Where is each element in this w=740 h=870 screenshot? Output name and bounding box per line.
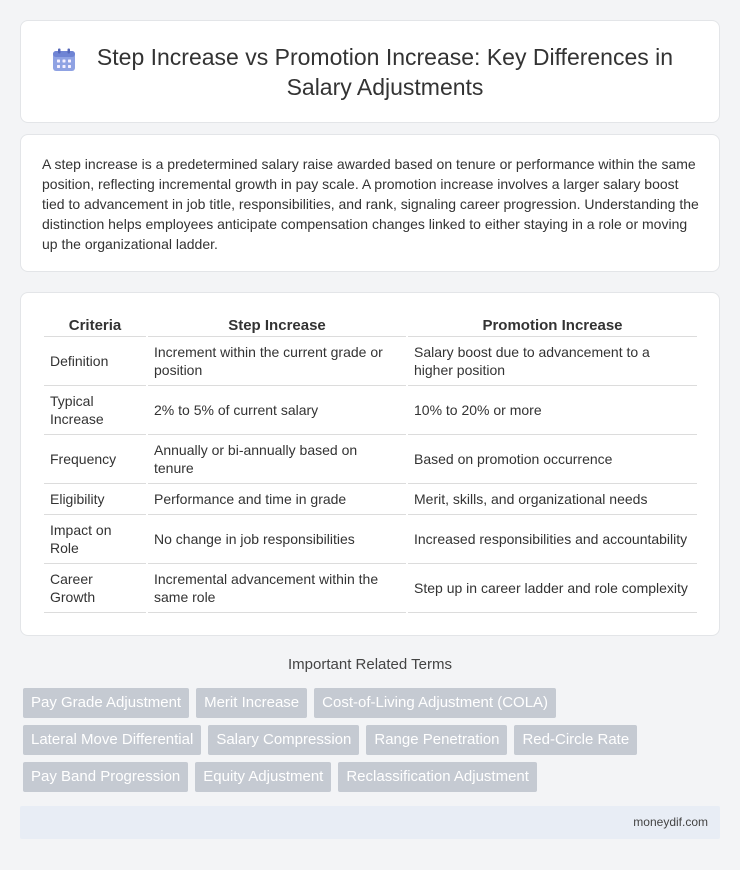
row-criteria: Frequency (44, 435, 146, 484)
related-terms-title: Important Related Terms (288, 656, 452, 673)
page-title: Step Increase vs Promotion Increase: Key Differences in Salary Adjustments (96, 43, 674, 100)
table-row (44, 515, 697, 564)
row-step: Increment within the current grade or position (148, 337, 406, 386)
tag-pay-band-progression[interactable]: Pay Band Progression (23, 762, 188, 792)
tag-salary-compression[interactable]: Salary Compression (208, 725, 359, 755)
title-wrap (21, 21, 719, 122)
row-step: Incremental advancement within the same role (148, 564, 406, 613)
table-row (44, 564, 697, 613)
header-criteria: Criteria (44, 315, 146, 337)
tag-range-penetration[interactable]: Range Penetration (366, 725, 507, 755)
row-step: Performance and time in grade (148, 484, 406, 515)
row-promotion: Based on promotion occurrence (408, 435, 697, 484)
row-criteria: Career Growth (44, 564, 146, 613)
table-row (44, 386, 697, 435)
related-terms-tags (23, 688, 703, 792)
row-step: No change in job responsibilities (148, 515, 406, 564)
tag-pay-grade-adjustment[interactable]: Pay Grade Adjustment (23, 688, 189, 718)
row-promotion: 10% to 20% or more (408, 386, 697, 435)
tag-equity-adjustment[interactable]: Equity Adjustment (195, 762, 331, 792)
footer-bar (20, 806, 720, 839)
table-row (44, 484, 697, 515)
tag-lateral-move-differential[interactable]: Lateral Move Differential (23, 725, 201, 755)
row-promotion: Salary boost due to advancement to a higher position (408, 337, 697, 386)
tag-reclassification-adjustment[interactable]: Reclassification Adjustment (338, 762, 537, 792)
row-criteria: Typical Increase (44, 386, 146, 435)
footer-site-link[interactable]: moneydif.com (633, 815, 708, 829)
comparison-table (42, 315, 699, 613)
table-header-row (44, 315, 697, 337)
row-step: 2% to 5% of current salary (148, 386, 406, 435)
table-row (44, 435, 697, 484)
header-promotion-increase: Promotion Increase (408, 315, 697, 337)
table-row (44, 337, 697, 386)
header-card (20, 20, 720, 123)
row-step: Annually or bi-annually based on tenure (148, 435, 406, 484)
tag-merit-increase[interactable]: Merit Increase (196, 688, 307, 718)
row-criteria: Eligibility (44, 484, 146, 515)
row-criteria: Impact on Role (44, 515, 146, 564)
tag-red-circle-rate[interactable]: Red-Circle Rate (514, 725, 637, 755)
row-promotion: Step up in career ladder and role complexity (408, 564, 697, 613)
intro-paragraph: A step increase is a predetermined salary raise awarded based on tenure or performance within the same position, reflecting incremental growth in pay scale. A promotion increase involves a larger salary boost tied to advancement in job title, responsibilities, and rank, signaling career progression. Understanding the distinction helps employees anticipate compensation changes linked to either staying in a role or moving up the organizational ladder. (42, 156, 699, 252)
row-criteria: Definition (44, 337, 146, 386)
row-promotion: Merit, skills, and organizational needs (408, 484, 697, 515)
tag-cola[interactable]: Cost-of-Living Adjustment (COLA) (314, 688, 556, 718)
intro-card (20, 134, 720, 272)
row-promotion: Increased responsibilities and accountability (408, 515, 697, 564)
comparison-card (20, 292, 720, 636)
header-step-increase: Step Increase (148, 315, 406, 337)
